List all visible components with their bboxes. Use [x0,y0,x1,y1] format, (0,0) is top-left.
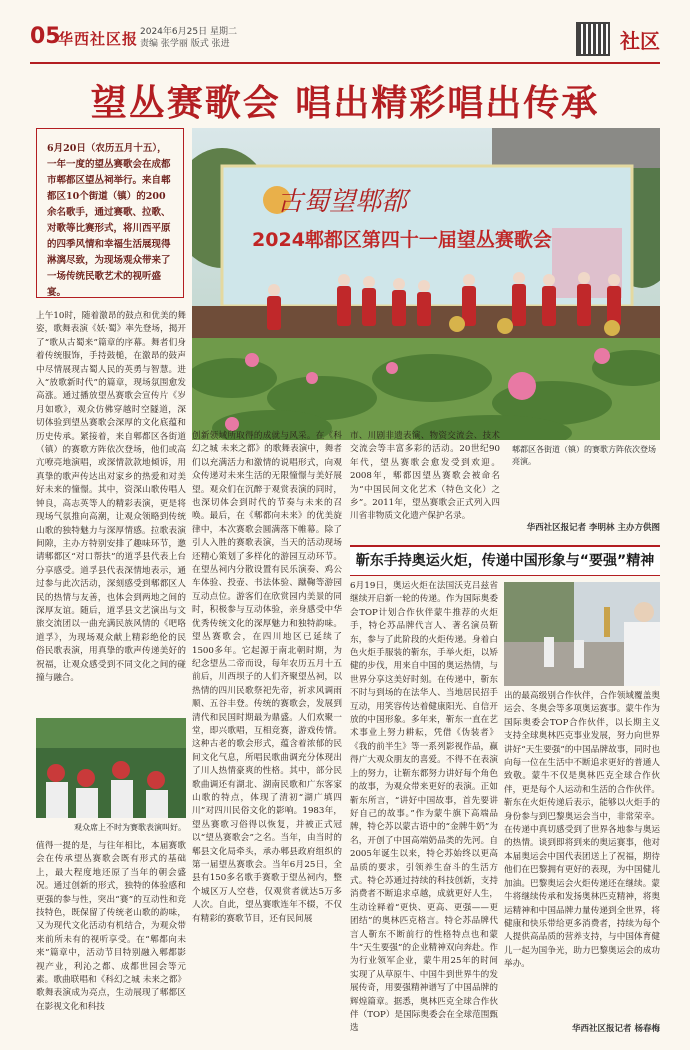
article2-col-b: 出的最高级别合作伙伴，合作领域覆盖奥运会、冬奥会等多项奥运赛事。蒙牛作为国际奥委会TOP合作伙伴，以长期主义支持全球奥林匹克事业发展，努力向世界讲好“天生要强”的中国品牌故事，同时也向每一位在生活中不断追求更好的普通人致敬。蒙牛不仅是奥林匹克全球合作伙伴，更是每个人运动和生活的合作伙伴。靳东在火炬传递后表示，能够以火炬手的身份参与到巴黎奥运会当中，非常荣幸。在传递中真切感受到了世界各地参与奥运的热情。谈到即将到来的奥运赛事，他对本届奥运会中国代表团送上了祝福，期待他们在巴黎拥有更好的表现，为中国健儿加油。巴黎奥运会火炬传递还在继续。蒙牛将继续传承和发扬奥林匹克精神，将奥运精神和中国品牌力量传递到全世界，将健康和快乐带给更多消费者，持续为每个人提供高品质的营养支持，与中国体育健儿一起为国争光，助力巴黎奥运会的成功举办。 [504,691,660,970]
masthead [30,22,660,60]
qr-code-icon [576,22,610,56]
article1-credit: 华西社区报记者 李明林 主办方供图 [526,523,660,533]
article2-headline: 靳东手持奥运火炬，传递中国形象与“要强”精神 [350,545,660,576]
banner-logo: 古蜀望郫都 [276,187,408,217]
audience-photo [36,718,186,818]
audience-caption: 观众席上不时为赛歌表演叫好。 [74,823,186,832]
lead-box: 6月20日（农历五月十五），一年一度的望丛赛歌会在成都市郫都区望丛祠举行。来自郫都区10个街道（镇）的200余名歌手，通过赛歌、拉歌、对歌等比赛形式，将川西平原的四季风情和幸福生活展现得淋漓尽致，为现场观众带来了一场传统民歌艺术的视听盛宴。 [36,128,184,298]
section-name: 社区 [620,29,660,53]
torch-illustration [504,582,660,686]
article1-col3-tail [512,458,660,498]
paper-name: 华西社区报 [58,30,139,48]
article1-col1: 上午10时，随着激昂的鼓点和优美的舞姿，歌舞表演《妖·蜀》率先登场，揭开了“歌从古蜀来”篇章的序幕。舞者们身着传统服饰，手持鼓槌，在激昂的鼓声中尽情展现古蜀人民的英勇与智慧。进入“放歌新时代”的篇章，现场氛围愈发高涨。通过播放望丛赛歌会宣传片《岁月如歌》，观众仿佛穿越时空隧道，深切体验到望丛赛歌会深厚的文化底蕴和历史传承。紧接着，来自郫都区各街道（镇）的赛歌方阵依次登场，他们或高亢嘹亮地演唱，或深情款款地倾诉，用真挚的歌声传达出对家乡的热爱和对美好未来的憧憬。其中，资深山歌传唱人钟良，高志英等人的精彩表演，更是将现场气氛推向高潮，让观众领略到传统山歌的独特魅力与深厚情感。拉歌表演间隙，主办方特别安排了趣味环节，邀请郫都区“对口帮扶”的道孚县代表上台分享感受。道孚县代表深情地表示，通过参与此次活动，深刻感受到郫都区人民的热情与友善，也体会到两地之间的深厚友谊。随后，道孚县文艺演出与文旅交流团以一曲充满民族风情的《吧咯道孚》，为现场观众献上精彩绝伦的民俗民歌表演，用真挚的歌声传递美好的祝福，让观众感受到不同文化之间的碰撞与融合。 [36,311,186,683]
article1-col3: 市、川剧非遗表演、物资交流会、技术交流会等丰富多彩的活动。20世纪90年代，望丛赛歌会愈发受到欢迎。2008年，郫都因望丛赛歌会被命名为“中国民间文化艺术（特色文化）之乡”。2011年，望丛赛歌会正式列入四川省非物质文化遗产保护名录。 [350,431,500,522]
masthead-rule [30,62,660,64]
main-photo-caption: 郫都区各街道（镇）的赛歌方阵依次登场亮演。 [512,445,656,466]
torch-photo [504,582,660,686]
main-photo-illustration [192,128,660,440]
page-number: 05 [30,24,61,49]
page-title: 望丛赛歌会 唱出精彩唱出传承 [90,83,600,124]
main-photo [192,128,660,440]
editors: 责编 张学丽 版式 张进 [140,39,230,49]
banner-title: 2024郫都区第四十一届望丛赛歌会 [252,229,552,251]
dateline [140,26,237,50]
audience-illustration [36,718,186,818]
article2-col-a: 6月19日，奥运火炬在法国沃克吕兹省继续开启新一轮的传递。作为国际奥委会TOP计划合作伙伴蒙牛推荐的火炬手，特仑苏品牌代言人、著名演员靳东，参与了此阶段的火炬传递。身着白色火炬手服装的靳东，手举火炬，以矫健的步伐，用来自中国的奥运热情，与世界分享这美好时刻。在传递中，靳东不时与到场的在法华人、当地居民招手互动，用笑容传达着健康阳光、自信开放的中国形象。多年来，靳东一直在艺术事业上努力耕耘，凭借《伪装者》《我的前半生》等一系列影视作品，赢得广大观众朋友的喜爱。不得不在表演上的努力，让靳东都努力讲好每个角色的故事，为观众带来更好的表演。正如靳东所言，“讲好中国故事，首先要讲好自己的故事。”作为蒙牛旗下高端品牌，特仑苏以蒙古语中的“金牌牛奶”为名，开创了中国高端奶品类的先河。自2005年诞生以来，特仑苏始终以更高品质的要求，引领养生奋斗的生活方式。特仑苏通过持续的科技创新，支持消费者不断追求卓越，成就更好人生，生动诠释着“更快、更高、更强——更团结”的奥林匹克格言。特仑苏品牌代言人靳东不断前行的性格特点也和蒙牛“天生要强”的企业精神双向奔赴。作为行业领军企业，蒙牛用25年的时间实现了从草原牛、中国牛到世界牛的发展传奇，用要强精神谱写了中国品牌的辉煌篇章。据悉，奥林匹克全球合作伙伴（TOP）是国际奥委会在全球范围甄选 [350,581,498,1034]
article2-credit: 华西社区报记者 杨春梅 [572,1024,660,1034]
issue-date: 2024年6月25日 星期二 [140,27,237,37]
article1-col1b: 值得一提的是，与往年相比，本届赛歌会在传承望丛赛歌会既有形式的基础上，最大程度地还原了当年的朝会盛况。通过创新的形式，独特的体验感和更强的参与性，突出“赛”的互动性和竞技特色，既保留了传统老山歌的韵味，又为现代文化活动有机结合，为观众带来前所未有的视听享受。在“郫都向未来”篇章中，活动节目特别融入郫都影视产业，利沁之都、成都世园会等元素。歌曲联唱和《科幻之城 未来之都》歌舞表演成为亮点，生动展现了郫都区在影视文化和科技 [36,841,186,1012]
article1-col2: 创新领域所取得的成就与风采。在《科幻之城 未来之都》的歌舞表演中，舞者们以充满活力和激情的说唱形式，向观众传递对未来生活的无限憧憬与美好展望。观众们在沉醉于观赏表演的同时，也深切体会到时代的节奏与未来的召唤。最后，在《郫都向未来》的优美旋律中，本次赛歌会圆满落下帷幕。除了引人入胜的赛歌表演，当天的活动现场还精心策划了多样化的游园互动环节。在望丛祠内分散设置有民乐演奏、鸡公车体验、投壶、书法体验、蹴鞠等游园互动点位。游客们在欣赏园内美景的同时，积极参与互动体验，亲身感受中华优秀传统文化的深厚魅力和独特韵味。望丛赛歌会，在四川地区已延续了1500多年。它起源于南北朝时期，为纪念望丛二帝而设，每年农历五月十五前后，川西坝子的人们齐聚望丛祠，以热情的四川民歌祭祀先帝，祈求风调雨顺、五谷丰登。传统的赛歌会，发展到清代和民国时期最为鼎盛。人们欢聚一堂，即兴歌唱，互相竞赛，游戏传情。这种古老的歌会形式，蕴含着浓郁的民间文化气息，所唱民歌曲调充分体现出了川人热情豪爽的性格。其中，部分民歌曲调还有湖北、湖南民歌和广东客家山歌的特点，体现了清初“湖广填四川”对四川民俗文化的影响。1983年，望丛赛歌习俗得以恢复，并被正式冠以“望丛赛歌会”之名。当年，由当时的郫县文化局牵头，承办郫县政府组织的第一届望丛赛歌会。当年6月25日，全县有150多名歌手赛歌于望丛祠内，整个城区万人空巷，仅观赏者就达5万多人次。自此，望丛赛歌连年不辍，不仅有精彩的赛歌节目，还有民间展 [192,431,342,924]
